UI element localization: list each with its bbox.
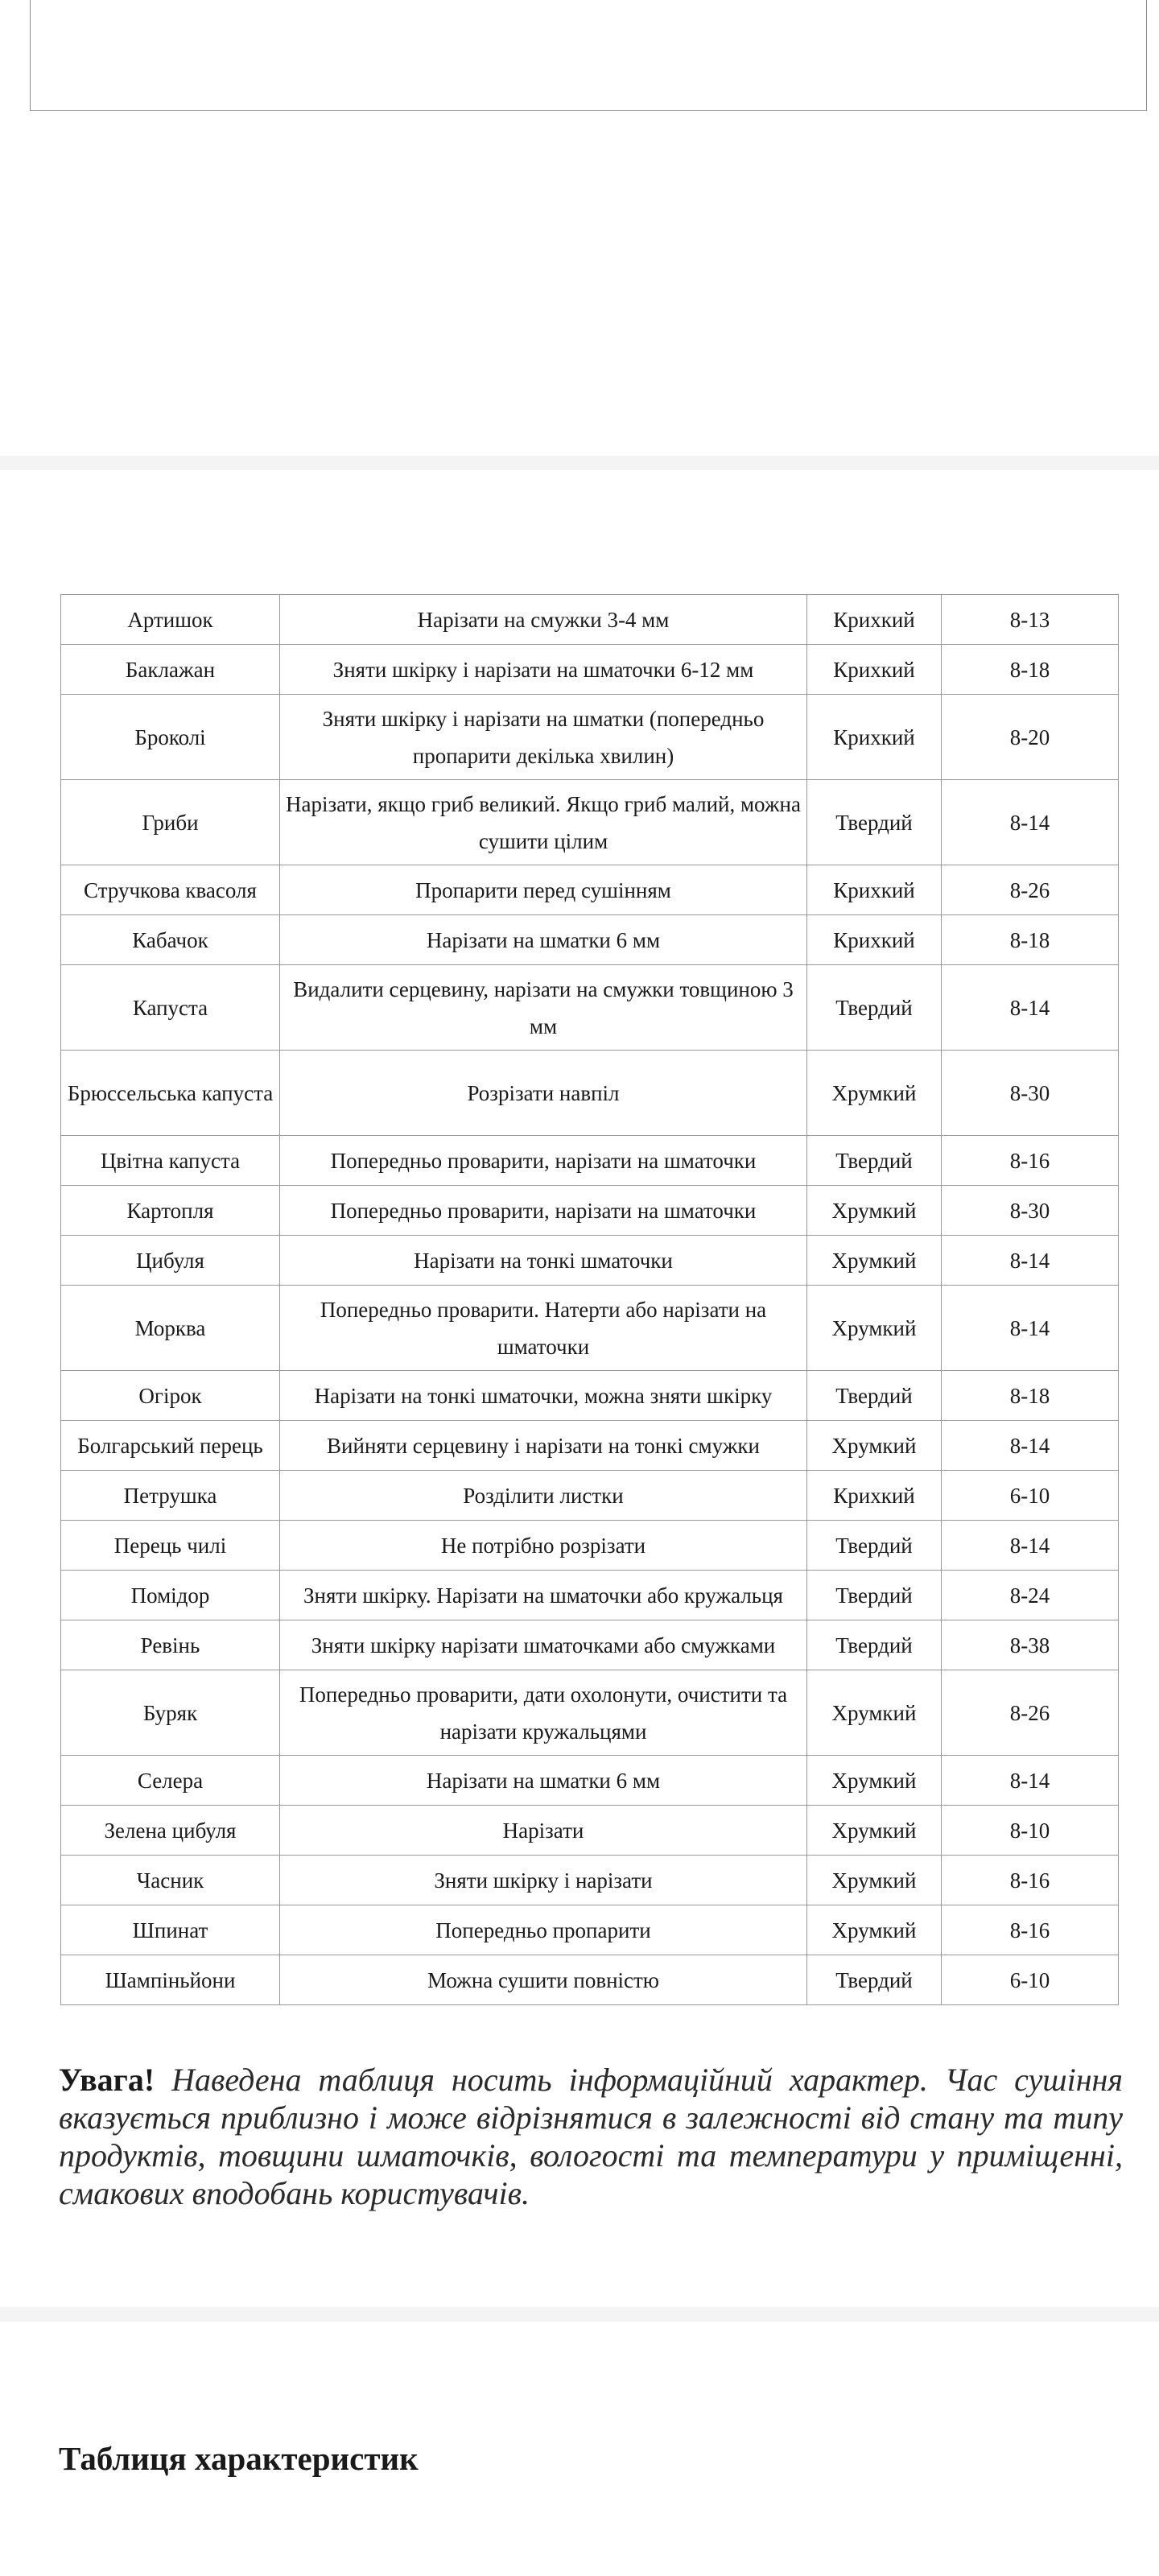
vegetable-name-cell: Шампіньйони [61, 1955, 280, 2005]
texture-cell: Твердий [807, 1371, 942, 1421]
drying-time-cell: 8-18 [942, 915, 1119, 965]
texture-cell: Твердий [807, 965, 942, 1051]
warning-text: Наведена таблиця носить інформаційний характер. Час сушіння вказується приблизно і може відрізнятися в залежності від стану та типу продуктів, товщини шматочків, вологості та температури у приміщенні, смакових вподобань користувачів. [59, 2062, 1123, 2211]
texture-cell: Хрумкий [807, 1186, 942, 1236]
drying-time-cell: 8-20 [942, 695, 1119, 780]
drying-time-cell: 8-14 [942, 780, 1119, 865]
preparation-cell: Розділити листки [280, 1471, 807, 1521]
texture-cell: Крихкий [807, 595, 942, 645]
vegetable-name-cell: Гриби [61, 780, 280, 865]
preparation-cell: Попередньо проварити. Натерти або нарізати на шматочки [280, 1286, 807, 1371]
preparation-cell: Нарізати на тонкі шматочки [280, 1236, 807, 1286]
table-row [61, 1186, 1119, 1236]
warning-lead: Увага! [59, 2062, 155, 2098]
texture-cell: Твердий [807, 1955, 942, 2005]
preparation-cell: Вийняти серцевину і нарізати на тонкі смужки [280, 1421, 807, 1471]
texture-cell: Твердий [807, 1136, 942, 1186]
vegetable-name-cell: Шпинат [61, 1905, 280, 1955]
drying-time-cell: 6-10 [942, 1471, 1119, 1521]
texture-cell: Крихкий [807, 695, 942, 780]
preparation-cell: Нарізати [280, 1806, 807, 1856]
vegetable-name-cell: Часник [61, 1856, 280, 1905]
vegetable-name-cell: Болгарський перець [61, 1421, 280, 1471]
vegetable-name-cell: Брюссельська капуста [61, 1051, 280, 1136]
drying-time-cell: 8-16 [942, 1905, 1119, 1955]
table-row [61, 1806, 1119, 1856]
drying-time-cell: 8-30 [942, 1186, 1119, 1236]
drying-time-cell: 8-18 [942, 1371, 1119, 1421]
preparation-cell: Нарізати на шматки 6 мм [280, 915, 807, 965]
preparation-cell: Нарізати на смужки 3-4 мм [280, 595, 807, 645]
drying-time-cell: 8-24 [942, 1571, 1119, 1620]
table-row [61, 965, 1119, 1051]
texture-cell: Твердий [807, 1521, 942, 1571]
table-row [61, 1421, 1119, 1471]
preparation-cell: Не потрібно розрізати [280, 1521, 807, 1571]
vegetable-name-cell: Огірок [61, 1371, 280, 1421]
table-row [61, 1371, 1119, 1421]
texture-cell: Крихкий [807, 865, 942, 915]
table-body [61, 595, 1119, 2005]
preparation-cell: Попередньо проварити, нарізати на шматочки [280, 1186, 807, 1236]
texture-cell: Хрумкий [807, 1756, 942, 1806]
preparation-cell: Попередньо проварити, дати охолонути, очистити та нарізати кружальцями [280, 1670, 807, 1756]
drying-time-cell: 8-14 [942, 1286, 1119, 1371]
texture-cell: Твердий [807, 1571, 942, 1620]
drying-time-cell: 8-26 [942, 1670, 1119, 1756]
preparation-cell: Нарізати на тонкі шматочки, можна зняти шкірку [280, 1371, 807, 1421]
table-row [61, 1856, 1119, 1905]
drying-time-cell: 8-14 [942, 1236, 1119, 1286]
preparation-cell: Попередньо пропарити [280, 1905, 807, 1955]
drying-time-cell: 8-10 [942, 1806, 1119, 1856]
previous-table-frame [30, 0, 1147, 111]
table-row [61, 695, 1119, 780]
table-row [61, 1051, 1119, 1136]
drying-time-cell: 8-14 [942, 965, 1119, 1051]
drying-time-cell: 8-16 [942, 1856, 1119, 1905]
texture-cell: Хрумкий [807, 1856, 942, 1905]
vegetable-name-cell: Артишок [61, 595, 280, 645]
drying-time-cell: 8-18 [942, 645, 1119, 695]
table-row [61, 1236, 1119, 1286]
table-row [61, 595, 1119, 645]
drying-time-cell: 8-14 [942, 1421, 1119, 1471]
page-separator [0, 456, 1159, 470]
table-row [61, 1670, 1119, 1756]
vegetable-name-cell: Селера [61, 1756, 280, 1806]
section-title: Таблиця характеристик [59, 2440, 419, 2477]
vegetable-name-cell: Зелена цибуля [61, 1806, 280, 1856]
vegetable-name-cell: Цвітна капуста [61, 1136, 280, 1186]
preparation-cell: Зняти шкірку і нарізати на шматочки 6-12 мм [280, 645, 807, 695]
table-row [61, 1136, 1119, 1186]
vegetable-name-cell: Ревінь [61, 1620, 280, 1670]
drying-time-cell: 8-26 [942, 865, 1119, 915]
texture-cell: Крихкий [807, 1471, 942, 1521]
texture-cell: Хрумкий [807, 1670, 942, 1756]
texture-cell: Твердий [807, 780, 942, 865]
texture-cell: Хрумкий [807, 1806, 942, 1856]
vegetable-name-cell: Капуста [61, 965, 280, 1051]
drying-time-cell: 8-16 [942, 1136, 1119, 1186]
texture-cell: Твердий [807, 1620, 942, 1670]
vegetable-name-cell: Буряк [61, 1670, 280, 1756]
vegetable-drying-table [60, 594, 1119, 2005]
table-row [61, 1521, 1119, 1571]
vegetable-name-cell: Картопля [61, 1186, 280, 1236]
texture-cell: Хрумкий [807, 1051, 942, 1136]
texture-cell: Крихкий [807, 645, 942, 695]
texture-cell: Хрумкий [807, 1236, 942, 1286]
vegetable-name-cell: Помідор [61, 1571, 280, 1620]
vegetable-name-cell: Стручкова квасоля [61, 865, 280, 915]
table-row [61, 915, 1119, 965]
vegetable-name-cell: Цибуля [61, 1236, 280, 1286]
table-row [61, 1620, 1119, 1670]
table-row [61, 780, 1119, 865]
drying-time-cell: 8-14 [942, 1756, 1119, 1806]
texture-cell: Крихкий [807, 915, 942, 965]
preparation-cell: Зняти шкірку. Нарізати на шматочки або кружальця [280, 1571, 807, 1620]
texture-cell: Хрумкий [807, 1905, 942, 1955]
table-row [61, 645, 1119, 695]
drying-time-cell: 8-30 [942, 1051, 1119, 1136]
preparation-cell: Нарізати на шматки 6 мм [280, 1756, 807, 1806]
preparation-cell: Попередньо проварити, нарізати на шматочки [280, 1136, 807, 1186]
table-row [61, 1905, 1119, 1955]
drying-time-cell: 6-10 [942, 1955, 1119, 2005]
preparation-cell: Зняти шкірку і нарізати на шматки (попередньо пропарити декілька хвилин) [280, 695, 807, 780]
table-row [61, 1756, 1119, 1806]
preparation-cell: Можна сушити повністю [280, 1955, 807, 2005]
drying-time-cell: 8-14 [942, 1521, 1119, 1571]
texture-cell: Хрумкий [807, 1421, 942, 1471]
warning-note [59, 2061, 1123, 2212]
table-row [61, 1286, 1119, 1371]
table-row [61, 1955, 1119, 2005]
table-row [61, 1471, 1119, 1521]
vegetable-name-cell: Броколі [61, 695, 280, 780]
preparation-cell: Розрізати навпіл [280, 1051, 807, 1136]
vegetable-name-cell: Петрушка [61, 1471, 280, 1521]
table-row [61, 865, 1119, 915]
drying-time-cell: 8-38 [942, 1620, 1119, 1670]
preparation-cell: Пропарити перед сушінням [280, 865, 807, 915]
texture-cell: Хрумкий [807, 1286, 942, 1371]
vegetable-name-cell: Кабачок [61, 915, 280, 965]
preparation-cell: Зняти шкірку нарізати шматочками або смужками [280, 1620, 807, 1670]
preparation-cell: Зняти шкірку і нарізати [280, 1856, 807, 1905]
preparation-cell: Нарізати, якщо гриб великий. Якщо гриб малий, можна сушити цілим [280, 780, 807, 865]
preparation-cell: Видалити серцевину, нарізати на смужки товщиною 3 мм [280, 965, 807, 1051]
vegetable-name-cell: Морква [61, 1286, 280, 1371]
drying-time-cell: 8-13 [942, 595, 1119, 645]
vegetable-name-cell: Баклажан [61, 645, 280, 695]
table-row [61, 1571, 1119, 1620]
vegetable-name-cell: Перець чилі [61, 1521, 280, 1571]
page-separator [0, 2307, 1159, 2322]
